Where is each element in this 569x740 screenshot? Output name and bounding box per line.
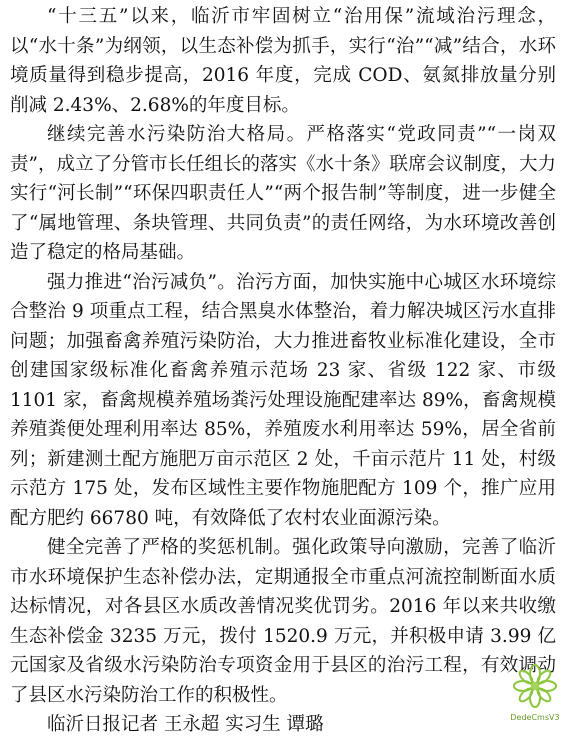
paragraph-pollution-reduction: 强力推进“治污减负”。治污方面，加快实施中心城区水环境综合整治 9 项重点工程，结合黑臭水体整治，着力解决城区污水直排问题；加强畜禽养殖污染防治，大力推进畜牧业标准化建设，全市创建国家级标准化畜禽养殖示范场 23 家、省级 122 家、市级 1101 家，畜禽规模养殖场粪污处理设施配建率达 89%，畜禽规模养殖粪便处理利用率达 85%，养殖废水利用率达 59%，居全省前列；新建测土配方施肥万亩示范区 2 处，千亩示范片 11 处，村级示范方 175 处，发布区域性主要作物施肥配方 109 个，推广应用配方肥约 66780 吨，有效降低了农村农业面源污染。 <box>10 271 556 529</box>
flower-logo-icon <box>504 660 566 712</box>
watermark-label: DedeCmsV3 <box>510 713 560 722</box>
byline: 临沂日报记者 王永超 实习生 谭璐 <box>47 714 324 735</box>
paragraph-intro: “十三五”以来，临沂市牢固树立“治用保”流域治污理念，以“水十条”为纲领，以生态补偿为抓手，实行“治”“减”结合，水环境质量得到稳步提高，2016 年度，完成 COD、氨氮排放量分别削减 2.43%、2.68%的年度目标。 <box>10 6 556 116</box>
dedecms-watermark-logo <box>504 660 566 722</box>
paragraph-governance: 继续完善水污染防治大格局。严格落实“党政同责”“一岗双责”，成立了分管市长任组长的落实《水十条》联席会议制度，大力实行“河长制”“环保四职责任人”“两个报告制”等制度，进一步健全了“属地管理、条块管理、共同负责”的责任网络，为水环境改善创造了稳定的格局基础。 <box>10 124 556 263</box>
article-body <box>10 2 556 740</box>
paragraph-incentives: 健全完善了严格的奖惩机制。强化政策导向激励，完善了临沂市水环境保护生态补偿办法，定期通报全市重点河流控制断面水质达标情况，对各县区水质改善情况奖优罚劣。2016 年以来共收缴生态补偿金 3235 万元，拨付 1520.9 万元，并积极申请 3.99 亿元国家及省级水污染防治专项资金用于县区的治污工程，有效调动了县区水污染防治工作的积极性。 <box>10 537 556 706</box>
